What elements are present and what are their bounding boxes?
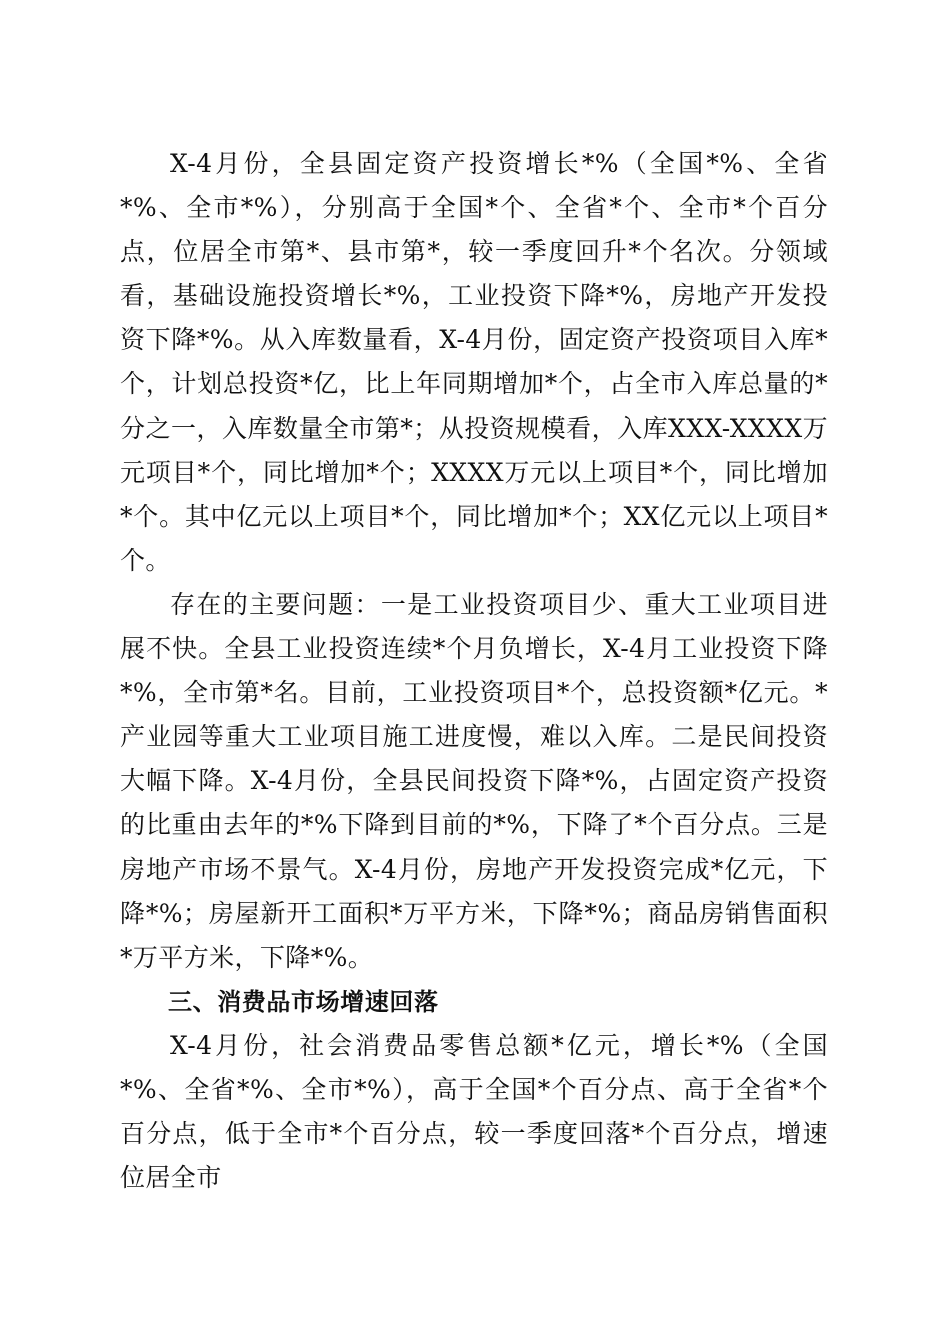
paragraph-fixed-asset-investment: X-4月份，全县固定资产投资增长*%（全国*%、全省*%、全市*%），分别高于全国*个、全省*个、全市*个百分点，位居全市第*、县市第*，较一季度回升*个名次。分领域看，基础设施投资增长*%，工业投资下降*%，房地产开发投资下降*%。从入库数量看，X-4月份，固定资产投资项目入库*个，计划总投资*亿，比上年同期增加*个，占全市入库总量的*分之一，入库数量全市第*；从投资规模看，入库XXX-XXXX万元项目*个，同比增加*个；XXXX万元以上项目*个，同比增加*个。其中亿元以上项目*个，同比增加*个；XX亿元以上项目*个。 [120,149,828,575]
section-heading-consumer-market: 三、消费品市场增速回落 [168,987,439,1016]
document-page [120,142,828,1200]
paragraph-consumer-retail: X-4月份，社会消费品零售总额*亿元，增长*%（全国*%、全省*%、全市*%），高于全国*个百分点、高于全省*个百分点，低于全市*个百分点，较一季度回落*个百分点，增速位居全市 [120,1030,828,1193]
paragraph-main-problems: 存在的主要问题：一是工业投资项目少、重大工业项目进展不快。全县工业投资连续*个月负增长，X-4月工业投资下降*%，全市第*名。目前，工业投资项目*个，总投资额*亿元。*产业园等重大工业项目施工进度慢，难以入库。二是民间投资大幅下降。X-4月份，全县民间投资下降*%，占固定资产投资的比重由去年的*%下降到目前的*%，下降了*个百分点。三是房地产市场不景气。X-4月份，房地产开发投资完成*亿元，下降*%；房屋新开工面积*万平方米，下降*%；商品房销售面积*万平方米，下降*%。 [120,589,828,972]
